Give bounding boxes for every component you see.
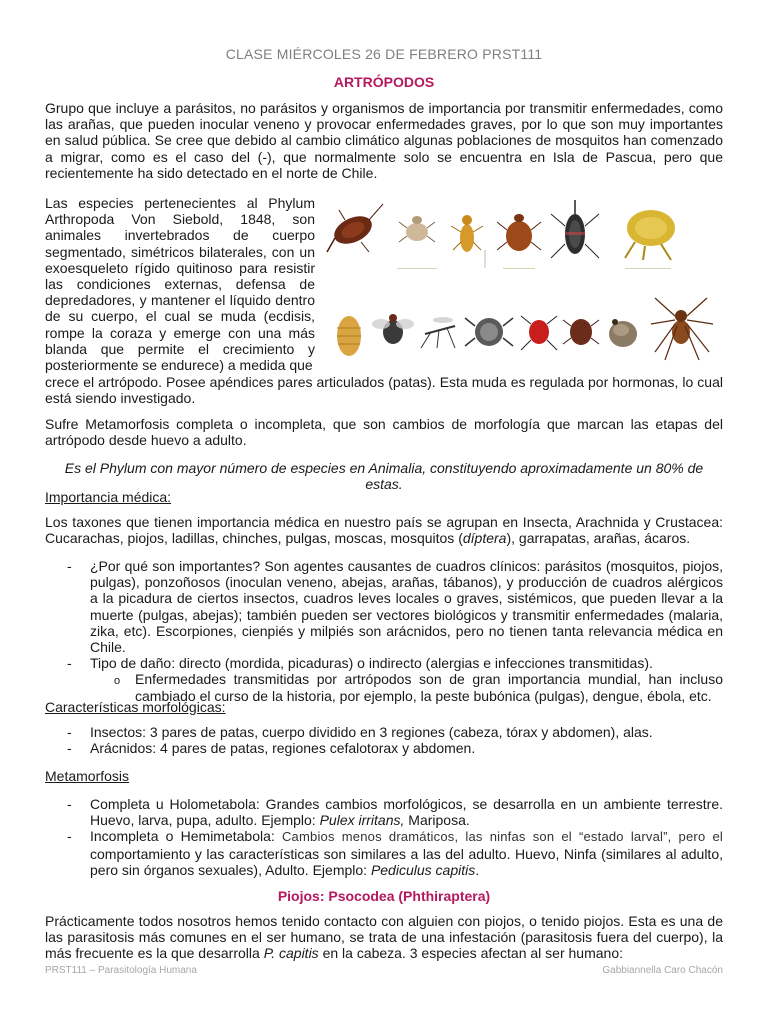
emphasis-sentence: Es el Phylum con mayor número de especies en Animalia, constituyendo aproximadamente un 80% de estas. [64,460,704,493]
medical-intro-paragraph: Los taxones que tienen importancia médica en nuestro país se agrupan en Insecta, Arachnida y Crustacea: Cucarachas, piojos, ladillas, chinches, pulgas, moscas, mosquitos (díptera), garrapatas, arañas, ácaros. [45,514,723,547]
medical-list-item-why: - ¿Por qué son importantes? Son agentes causantes de cuadros clínicos: parásitos (mosquitos, piojos, pulgas), ponzoñosos (inoculan veneno, abejas, arañas, tábanos), y producción de cuadros alérgicos a la picadura de ciertos insectos, cuadros leves locales o graves, sistémicos, que pueden llevar a la muerte (pulgas, abejas); también pueden ser vectores biológicos y transmitir enfermedades (malaria, zika, etc). Escorpiones, cienpiés y milpiés son arácnidos, pero no tienen tanta relevancia médica en Chile. [45,558,723,655]
spider-image [651,298,713,360]
heading-medical-importance: Importancia médica: [45,489,172,505]
morphology-list-item-insects: - Insectos: 3 pares de patas, cuerpo dividido en 3 regiones (cabeza, tórax y abdomen), alas. [45,724,723,740]
fly-image [372,314,414,344]
document-header-title: CLASE MIÉRCOLES 26 DE FEBRERO PRST111 [225,46,543,62]
heading-morphology: Características morfológicas: [45,699,226,715]
medical-list-item-damage: - Tipo de daño: directo (mordida, picaduras) o indirecto (alergias e infecciones transmitidas). o Enfermedades transmitidas por artrópodos son de gran importancia mundial, han incluso cambiado el curso de la historia, por ejemplo, la peste bubónica (pulgas), dengue, ébola, etc. [45,655,723,704]
cockroach-image [327,204,383,252]
page-footer [45,965,723,976]
metamorphosis-list [45,796,723,878]
kissing-bug-image [551,200,599,258]
heading-metamorphosis: Metamorfosis [45,768,130,784]
phylum-paragraph: Las especies pertenecientes al Phylum Arthropoda Von Siebold, 1848, son animales invertebrados de cuerpo segmentado, simétricos bilaterales, con un exoesqueleto rígido quitinoso para resistir las condiciones externas, defensa de depredadores, y mantener el líquido dentro de su cuerpo, el cual se muda (ecdisis, rompe la coraza y emerge con una más blanda que permite el crecimiento y posteriormente se endurece) a medida que [45,195,315,374]
larva-image [337,316,361,356]
morphology-list [45,724,723,756]
morphology-list-item-arachnids: - Arácnidos: 4 pares de patas, regiones cefalotorax y abdomen. [45,740,723,756]
louse-image [397,216,437,269]
metamorphosis-list-item-complete: - Completa u Holometabola: Grandes cambios morfológicos, se desarrolla en un ambiente terrestre. Huevo, larva, pupa, adulto. Ejemplo: Pulex irritans, Mariposa. [45,796,723,828]
medical-sublist-item: o Enfermedades transmitidas por artrópodos son de gran importancia mundial, han incluso cambiado el curso de la historia, por ejemplo, la peste bubónica (pulgas), dengue, ébola, etc. [90,671,723,703]
section-title-lice: Piojos: Psocodea (Phthiraptera) [277,888,491,904]
flea-image [625,210,675,269]
engorged-tick-image [609,319,637,347]
footer-author: Gabbiannella Caro Chacón [602,965,723,976]
arthropod-image-grid [325,192,723,374]
footer-course: PRST111 – Parasitología Humana [45,965,197,976]
intro-paragraph: Grupo que incluye a parásitos, no parásitos y organismos de importancia por transmitir enfermedades, como las arañas, que pueden inocular veneno y provocar enfermedades graves, por lo que son muy importantes en salud pública. Se cree que debido al cambio climático algunas poblaciones de mosquitos han comenzado a migrar, como es el caso del (-), que normalmente solo se encuentra en Isla de Pascua, pero que recientemente ha sido detectado en el norte de Chile. [45,100,723,181]
metamorphosis-list-item-incomplete: - Incompleta o Hemimetabola: Cambios menos dramáticos, las ninfas son el “estado larval”, pero el comportamiento y las características son similares a las del adulto. Huevo, Ninfa (similares al adulto, pero sin órganos sexuales), Adulto. Ejemplo: Pediculus capitis. [45,828,723,878]
section-title-arthropods: ARTRÓPODOS [333,74,435,90]
phylum-paragraph-continued: crece el artrópodo. Posee apéndices pares articulados (patas). Esta muda es regulada por hormonas, lo cual está siendo investigado. [45,374,723,407]
mite-image [465,318,513,346]
lice-intro-paragraph: Prácticamente todos nosotros hemos tenido contacto con alguien con piojos, o tenido piojos. Esta es una de las parasitosis más comunes en el ser humano, se trata de una infestación (parasitosis fuera del cuerpo), la más frecuente es la que desarrolla P. capitis en la cabeza. 3 especies afectan al ser humano: [45,913,723,962]
mosquito-image [421,317,455,348]
medical-list [45,558,723,704]
tick-image [563,319,599,345]
bedbug-image [497,214,541,269]
bee-louse-image [451,215,485,268]
red-mite-image [521,316,557,350]
metamorphosis-intro-paragraph: Sufre Metamorfosis completa o incompleta, que son cambios de morfología que marcan las etapas del artrópodo desde huevo a adulto. [45,416,723,449]
